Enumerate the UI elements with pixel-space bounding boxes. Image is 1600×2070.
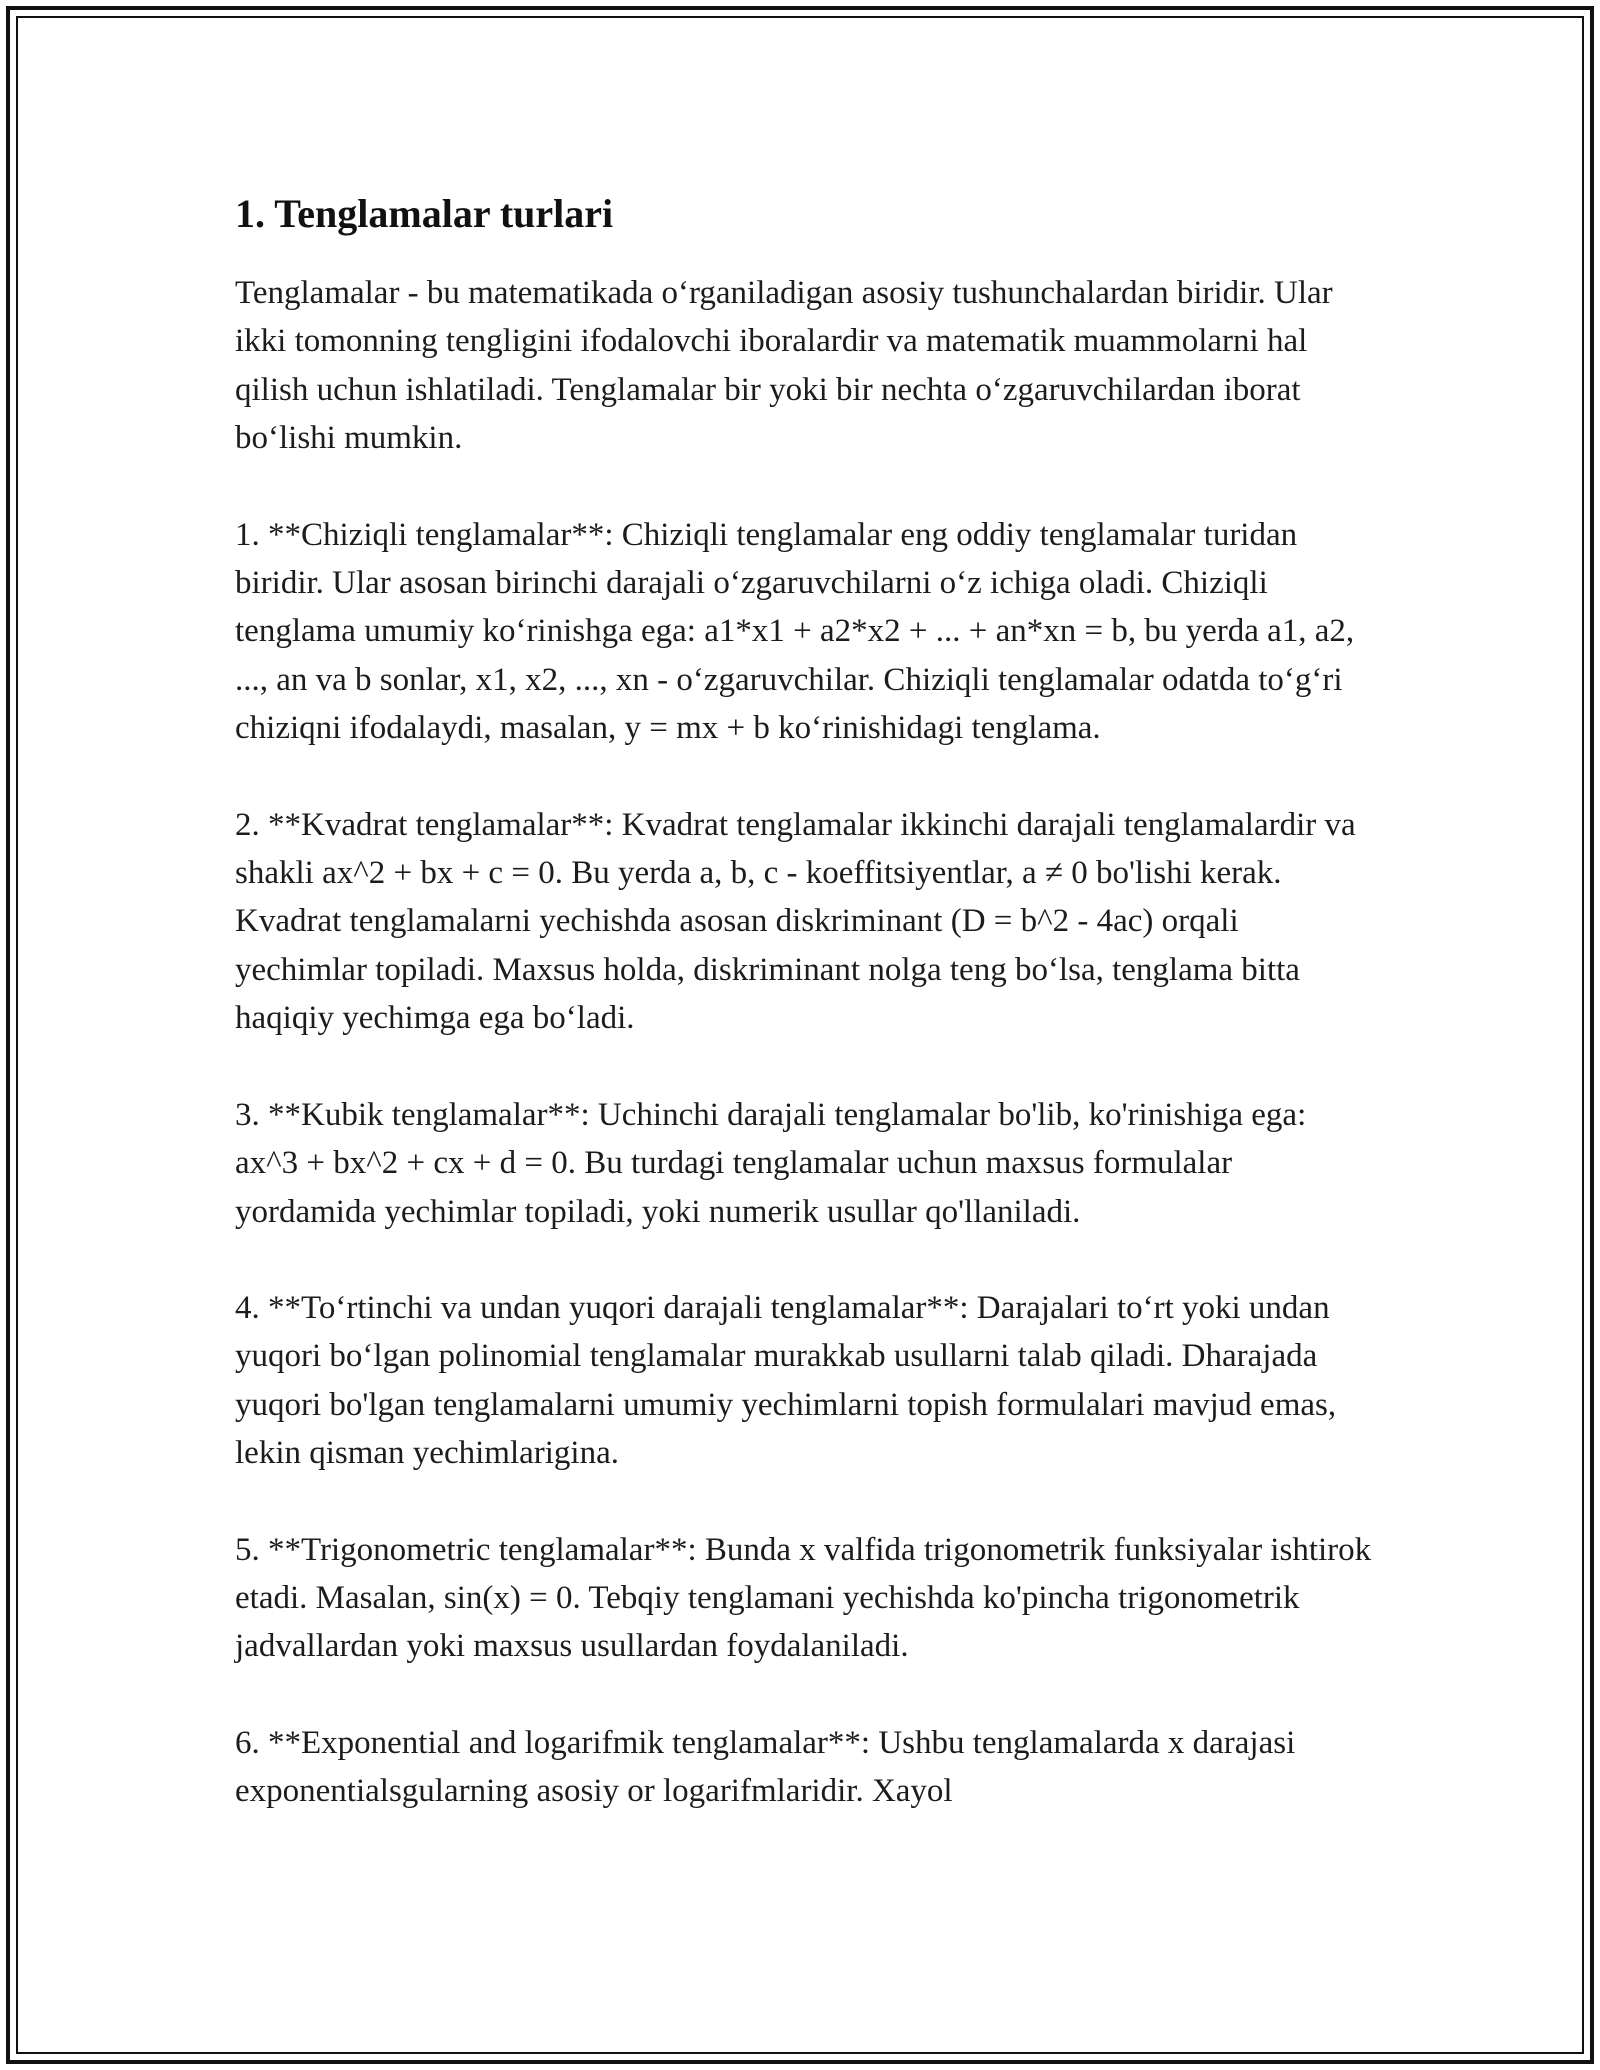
trigonometric-equations-paragraph: 5. **Trigonometric tenglamalar**: Bunda x valfida trigonometrik funksiyalar ishtirok etadi. Masalan, sin(x) = 0. Tebqiy tenglamani yechishda ko'pincha trigonometrik jadvallardan yoki maxsus usullardan foydalaniladi. bbox=[235, 1531, 1372, 1665]
linear-equations-paragraph: 1. **Chiziqli tenglamalar**: Chiziqli tenglamalar eng oddiy tenglamalar turidan biridir. Ular asosan birinchi darajali o‘zgaruvchilarni o‘z ichiga oladi. Chiziqli tenglama umumiy ko‘rinishga ega: a1*x1 + a2*x2 + ... + an*xn = b, bu yerda a1, a2, ..., an va b sonlar, x1, x2, ..., xn - o‘zgaruvchilar. Chiziqli tenglamalar odatda to‘g‘ri chiziqni ifodalaydi, masalan, y = mx + b ko‘rinishidagi tenglama. bbox=[235, 516, 1355, 747]
document-body bbox=[235, 185, 1375, 1864]
cubic-equations-paragraph: 3. **Kubik tenglamalar**: Uchinchi darajali tenglamalar bo'lib, ko'rinishiga ega: ax^3 + bx^2 + cx + d = 0. Bu turdagi tenglamalar uchun maxsus formulalar yordamida yechimlar topiladi, yoki numerik usullar qo'llaniladi. bbox=[235, 1096, 1307, 1230]
section-heading: 1. Tenglamalar turlari bbox=[235, 191, 614, 236]
quadratic-equations-paragraph: 2. **Kvadrat tenglamalar**: Kvadrat tenglamalar ikkinchi darajali tenglamalardir va shakli ax^2 + bx + c = 0. Bu yerda a, b, c - koeffitsiyentlar, a ≠ 0 bo'lishi kerak. Kvadrat tenglamalarni yechishda asosan diskriminant (D = b^2 - 4ac) orqali yechimlar topiladi. Maxsus holda, diskriminant nolga teng bo‘lsa, tenglama bitta haqiqiy yechimga ega bo‘ladi. bbox=[235, 806, 1356, 1037]
intro-paragraph: Tenglamalar - bu matematikada o‘rganiladigan asosiy tushunchalardan biridir. Ular ikki tomonning tengligini ifodalovchi iboralardir va matematik muammolarni hal qilish uchun ishlatiladi. Tenglamalar bir yoki bir nechta o‘zgaruvchilardan iborat bo‘lishi mumkin. bbox=[235, 275, 1333, 457]
higher-degree-equations-paragraph: 4. **To‘rtinchi va undan yuqori darajali tenglamalar**: Darajalari to‘rt yoki undan yuqori bo‘lgan polinomial tenglamalar murakkab usullarni talab qiladi. Dharajada yuqori bo'lgan tenglamalarni umumiy yechimlarni topish formulalari mavjud emas, lekin qisman yechimlariginа. bbox=[235, 1289, 1337, 1472]
exponential-equations-paragraph: 6. **Exponential and logarifmik tenglamalar**: Ushbu tenglamalarda x darajasi exponentialsgularning asosiy or logarifmlaridir. Xayol bbox=[235, 1724, 1296, 1810]
